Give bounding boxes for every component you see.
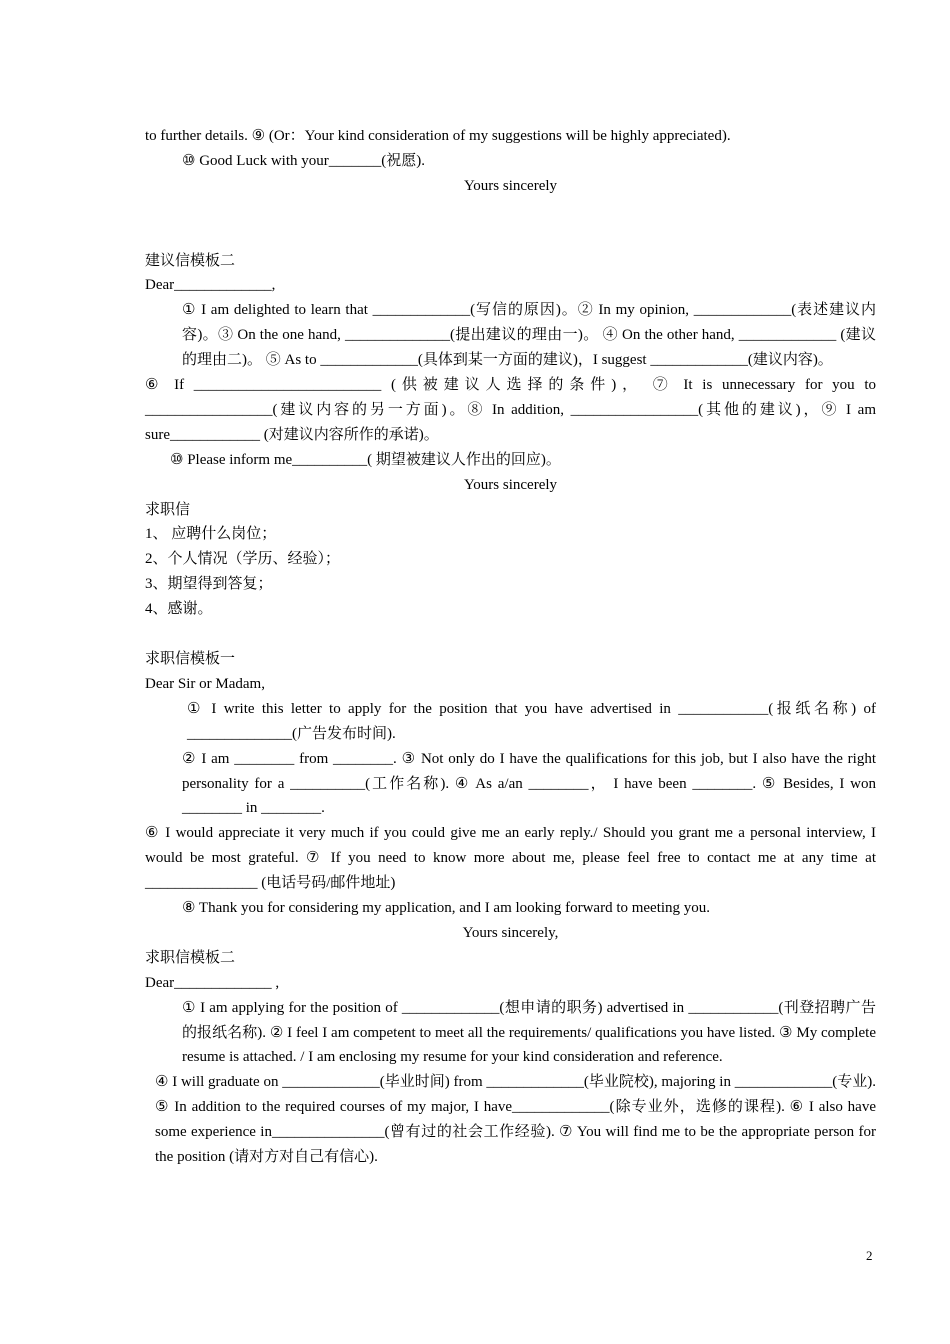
section-title: 求职信模板二 bbox=[145, 949, 236, 966]
paragraph: ⑥ If _________________________ (供被建议人选择的条件)， ⑦ It is unnecessary for you to _________________(建议内容的另一方面)。⑧ In addition, _________________(其他的建议)，⑨ I am sure____________ (对建议内容所作的承诺)。 bbox=[145, 377, 876, 443]
document-body bbox=[145, 124, 876, 1170]
paragraph: ① I write this letter to apply for the position that you have advertised in ____________(报纸名称) of ______________(广告发布时间). bbox=[187, 700, 876, 742]
signature-line: Yours sincerely, bbox=[462, 924, 559, 941]
paragraph: ⑩ Please inform me__________( 期望被建议人作出的回应)。 bbox=[170, 451, 561, 468]
section-title: 建议信模板二 bbox=[145, 252, 236, 269]
paragraph: ① I am applying for the position of _____________(想申请的职务) advertised in ____________(刊登招聘广告的报纸名称). ② I feel I am competent to meet all the requirements/ qualifications you have listed. ③ My complete resume is attached. / I am enclosing my resume for your kind consideration and reference. bbox=[182, 999, 876, 1066]
spacer bbox=[145, 224, 876, 249]
salutation: Dear Sir or Madam, bbox=[145, 675, 265, 692]
salutation: Dear_____________ , bbox=[145, 974, 280, 991]
page-number: 2 bbox=[866, 1248, 873, 1263]
signature-line: Yours sincerely bbox=[463, 476, 558, 493]
list-item: 4、感谢。 bbox=[145, 601, 213, 618]
paragraph: ① I am delighted to learn that _____________(写信的原因)。② In my opinion, _____________(表述建议内容)。③ On the one hand, ______________(提出建议的理由一)。 ④ On the other hand, _____________ (建议的理由二)。 ⑤ As to _____________(具体到某一方面的建议)，I suggest _____________(建议内容)。 bbox=[182, 302, 876, 369]
section-title: 求职信模板一 bbox=[145, 650, 236, 667]
paragraph: ⑥ I would appreciate it very much if you could give me an early reply./ Should you grant me a personal interview, I would be most grateful. ⑦ If you need to know more about me, please feel free to contact me at any time at _______________ (电话号码/邮件地址) bbox=[145, 825, 876, 892]
closing-wish-line: ⑩ Good Luck with your_______(祝愿). bbox=[182, 152, 426, 169]
signature-line: Yours sincerely bbox=[463, 177, 558, 194]
list-item: 3、期望得到答复； bbox=[145, 576, 273, 593]
list-item: 1、 应聘什么岗位； bbox=[145, 526, 277, 543]
paragraph-continuation: to further details. ⑨ (Or：Your kind consideration of my suggestions will be highly appreciated). bbox=[145, 128, 731, 144]
spacer bbox=[145, 622, 876, 647]
paragraph: ④ I will graduate on _____________(毕业时间) from _____________(毕业院校), majoring in _____________(专业). ⑤ In addition to the required courses of my major, I have_____________(除专业外，选修的课程). ⑥ I also have some experience in_______________(曾有过的社会工作经验). ⑦ You will find me to be the appropriate person for the position (请对方对自己有信心). bbox=[155, 1074, 876, 1166]
paragraph: ② I am ________ from ________. ③ Not only do I have the qualifications for this job, but I also have the right personality for a __________(工作名称). ④ As a/an ________， I have been ________. ⑤ Besides, I won ________ in ________. bbox=[182, 750, 876, 817]
list-item: 2、个人情况（学历、经验）； bbox=[145, 551, 341, 568]
section-title: 求职信 bbox=[145, 501, 191, 518]
paragraph: ⑧ Thank you for considering my application, and I am looking forward to meeting you. bbox=[182, 900, 711, 917]
spacer bbox=[145, 199, 876, 224]
salutation: Dear_____________, bbox=[145, 277, 276, 294]
